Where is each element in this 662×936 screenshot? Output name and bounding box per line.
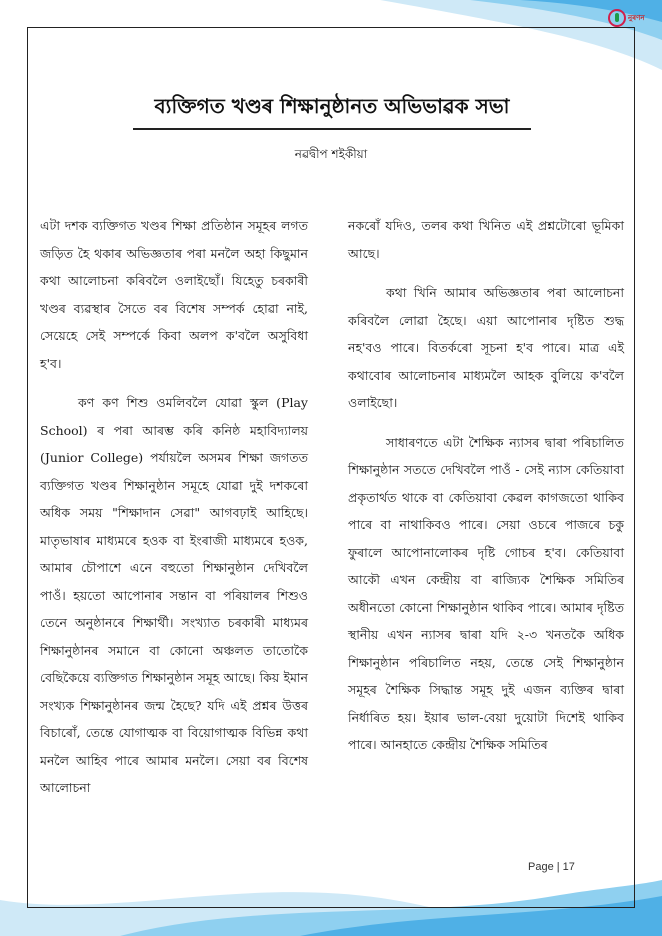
paragraph: কণ কণ শিশু ওমলিবলৈ যোৱা স্কুল (Play School) ৰ পৰা আৰম্ভ কৰি কনিষ্ঠ মহাবিদ্যালয় (Junior College) পৰ্যায়লৈ অসমৰ শিক্ষা জগতত ব্যক্তিগত খণ্ডৰ শিক্ষানুষ্ঠান সমূহে যোৱা দুই দশকৰো অধিক সময় "শিক্ষাদান সেৱা" আগবঢ়াই আহিছে। মাতৃভাষাৰ মাধ্যমৰে হওক বা ইংৰাজী মাধ্যমৰে হওক, আমাৰ চৌপাশে এনে বহুতো শিক্ষানুষ্ঠান দেখিবলৈ পাওঁ। হয়তো আপোনাৰ সন্তান বা পৰিয়ালৰ শিশুও তেনে অনুষ্ঠানৰে শিক্ষাৰ্থী। সংখ্যাত চৰকাৰী মাধ্যমৰ শিক্ষানুষ্ঠানৰ সমানে বা কোনো অঞ্চলত তাতোকৈ বেছিকৈয়ে ব্যক্তিগত শিক্ষানুষ্ঠান সমূহ আছে। কিয় ইমান সংখ্যক শিক্ষানুষ্ঠানৰ জন্ম হৈছে? যদি এই প্ৰশ্নৰ উত্তৰ বিচাৰোঁ, তেন্তে যোগাত্মক বা বিয়োগাত্মক বিভিন্ন কথা মনলৈ আহিব পাৰে আমাৰ মনলৈ। সেয়া বৰ বিশেষ আলোচনা — [40, 395, 308, 795]
body-column-right — [348, 212, 624, 771]
paragraph: নকৰোঁ যদিও, তলৰ কথা খিনিত এই প্ৰশ্নটোৰো ভূমিকা আছে। — [348, 218, 624, 261]
article-author: নৱদ্বীপ শইকীয়া — [294, 147, 368, 161]
article-title: ব্যক্তিগত খণ্ডৰ শিক্ষানুষ্ঠানত অভিভাৱক সভা — [133, 92, 531, 130]
paragraph: কথা খিনি আমাৰ অভিজ্ঞতাৰ পৰা আলোচনা কৰিবলৈ লোৱা হৈছে। এয়া আপোনাৰ দৃষ্টিত শুদ্ধ নহ'বও পাৰে। বিতৰ্কৰো সূচনা হ'ব পাৰে। মাত্ৰ এই কথাবোৰ আলোচনাৰ মাধ্যমলৈ আহক বুলিয়ে ক'বলৈ ওলাইছো। — [348, 285, 624, 410]
logo-wordmark: নুৰণন — [628, 14, 645, 22]
paragraph: সাধাৰণতে এটা শৈক্ষিক ন্যাসৰ দ্বাৰা পৰিচালিত শিক্ষানুষ্ঠান সততে দেখিবলৈ পাওঁ - সেই ন্যাস কেতিয়াবা প্ৰকৃতাৰ্থত থাকে বা কেতিয়াবা কেৱল কাগজতো থাকিব পাৰে বা নাথাকিবও পাৰে। সেয়া ওচৰে পাজৰে চকু ফুৰালে আপোনালোকৰ দৃষ্টি গোচৰ হ'ব। কেতিয়াবা আকৌ এখন কেন্দ্ৰীয় বা ৰাজ্যিক শৈক্ষিক সমিতিৰ অধীনতো কোনো শিক্ষানুষ্ঠান থাকিব পাৰে। আমাৰ দৃষ্টিত স্থানীয় এখন ন্যাসৰ দ্বাৰা যদি ২-৩ খনতকৈ অধিক শিক্ষানুষ্ঠান পৰিচালিত নহয়, তেন্তে সেই শিক্ষানুষ্ঠান সমূহৰ শৈক্ষিক সিদ্ধান্ত সমূহ দুই এজন ব্যক্তিৰ দ্বাৰা নিৰ্ধাৰিত হয়। ইয়াৰ ভাল-বেয়া দুয়োটা দিশেই থাকিব পাৰে। আনহাতে কেন্দ্ৰীয় শৈক্ষিক সমিতিৰ — [348, 434, 624, 752]
paragraph: এটা দশক ব্যক্তিগত খণ্ডৰ শিক্ষা প্ৰতিষ্ঠান সমূহৰ লগত জড়িত হৈ থকাৰ অভিজ্ঞতাৰ পৰা মনলৈ অহা কিছুমান কথা আলোচনা কৰিবলৈ ওলাইছোঁ। যিহেতু চৰকাৰী খণ্ডৰ ব্যৱস্থাৰ সৈতে বৰ বিশেষ সম্পৰ্ক হোৱা নাই, সেয়েহে সেই সম্পৰ্কে কিবা অলপ ক'বলৈ অসুবিধা হ'ব। — [40, 218, 308, 371]
body-column-left — [40, 212, 308, 814]
page-number: Page | 17 — [528, 861, 575, 873]
logo-mark-icon — [608, 9, 626, 27]
publication-logo — [608, 4, 654, 32]
